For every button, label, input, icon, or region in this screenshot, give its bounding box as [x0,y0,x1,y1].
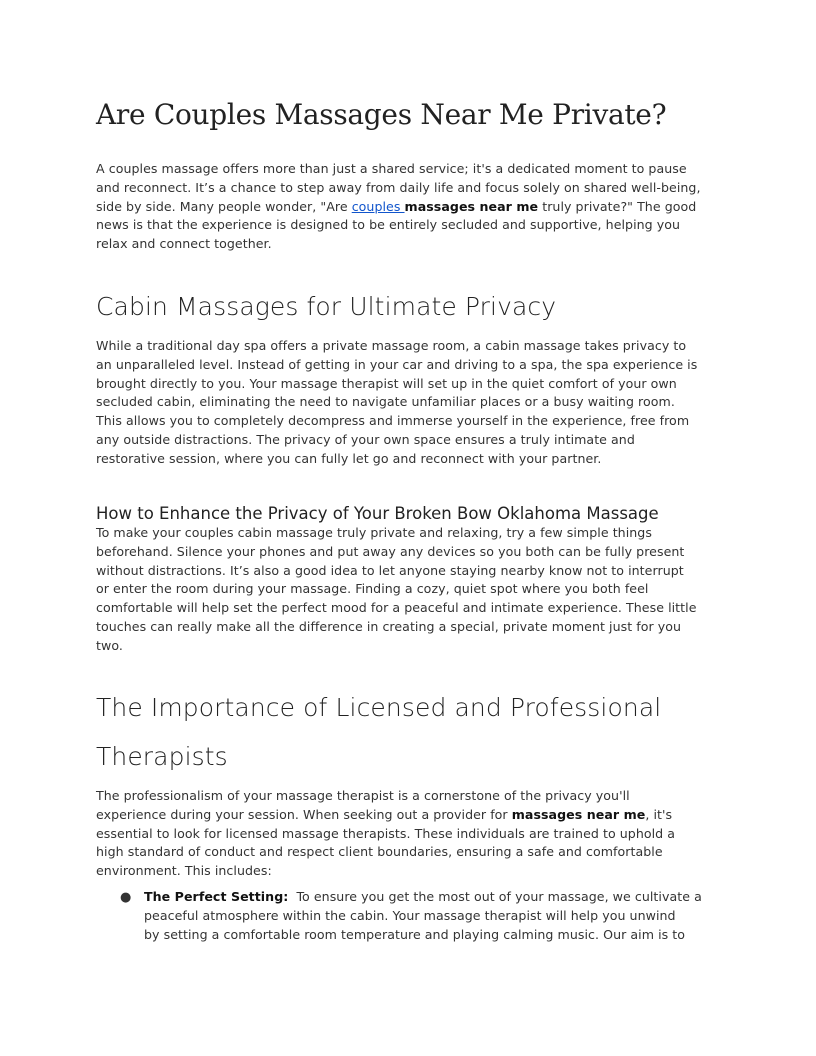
bullet-icon: ● [120,890,132,905]
text-line: A couples massage offers more than just a shared service; it's a dedicated moment to pause [96,161,687,176]
text-line: secluded cabin, eliminating the need to navigate unfamiliar places or a busy waiting room. [96,394,675,410]
text-line: any outside distractions. The privacy of your own space ensures a truly intimate and [96,431,635,447]
text-line: The professionalism of your massage therapist is a cornerstone of the privacy you'll [96,788,630,803]
text-line: essential to look for licensed massage therapists. These individuals are trained to uphold a [96,825,676,841]
text-line: or enter the room during your massage. Finding a cozy, quiet spot where you both feel [96,581,649,597]
page-title: Are Couples Massages Near Me Private? [96,98,667,131]
text-line: news is that the experience is designed to be entirely secluded and supportive, helping you [96,217,681,233]
text: To ensure you get the most out of your massage, we cultivate a [288,889,702,904]
text-line: two. [96,637,123,653]
text-line: peaceful atmosphere within the cabin. Your massage therapist will help you unwind [144,907,676,923]
text-line: touches can really make all the difference in creating a special, private moment just for you [96,618,682,634]
text-line: brought directly to you. Your massage therapist will set up in the quiet comfort of your own [96,375,677,391]
text-line: comfortable will help set the perfect mood for a peaceful and intimate experience. These little [96,600,697,616]
text-line: without distractions. It’s also a good idea to let anyone staying nearby know not to interrupt [96,562,684,578]
text-line [96,806,736,825]
list-item [144,888,784,944]
section-heading-enhance: How to Enhance the Privacy of Your Broken Bow Oklahoma Massage [96,504,659,523]
text-line: environment. This includes: [96,863,272,879]
heading-line: Therapists [96,742,228,771]
text-line: To make your couples cabin massage truly private and relaxing, try a few simple things [96,525,652,540]
couples-link[interactable]: couples [351,198,405,214]
text: , it's [645,806,673,822]
section-heading-cabin: Cabin Massages for Ultimate Privacy [96,292,557,321]
bold-keyword: massages near me [404,198,539,214]
enhance-paragraph [96,524,736,656]
intro-paragraph [96,160,736,254]
list-item-title: The Perfect Setting: [144,889,289,904]
text-line: While a traditional day spa offers a private massage room, a cabin massage takes privacy to [96,338,687,353]
text-line: relax and connect together. [96,236,272,252]
bold-keyword: massages near me [511,806,646,822]
text: truly private?" The good [538,198,697,214]
text-line: high standard of conduct and respect client boundaries, ensuring a safe and comfortable [96,844,663,860]
text-line: by setting a comfortable room temperature and playing calming music. Our aim is to [144,926,686,942]
text-line [144,888,784,907]
section-heading-licensed [96,683,736,781]
text-line: restorative session, where you can fully let go and reconnect with your partner. [96,450,602,466]
text: experience during your session. When seeking out a provider for [96,806,512,822]
text-line: an unparalleled level. Instead of getting in your car and driving to a spa, the spa experience is [96,356,698,372]
heading-line: The Importance of Licensed and Professional [96,693,662,722]
text-line [96,198,736,217]
text-line: and reconnect. It’s a chance to step away from daily life and focus solely on shared well-being, [96,179,701,195]
text: side by side. Many people wonder, "Are [96,198,352,214]
cabin-paragraph [96,337,736,469]
licensed-paragraph [96,787,736,881]
text-line: beforehand. Silence your phones and put away any devices so you both can be fully present [96,543,685,559]
text-line: This allows you to completely decompress and immerse yourself in the experience, free from [96,413,690,429]
